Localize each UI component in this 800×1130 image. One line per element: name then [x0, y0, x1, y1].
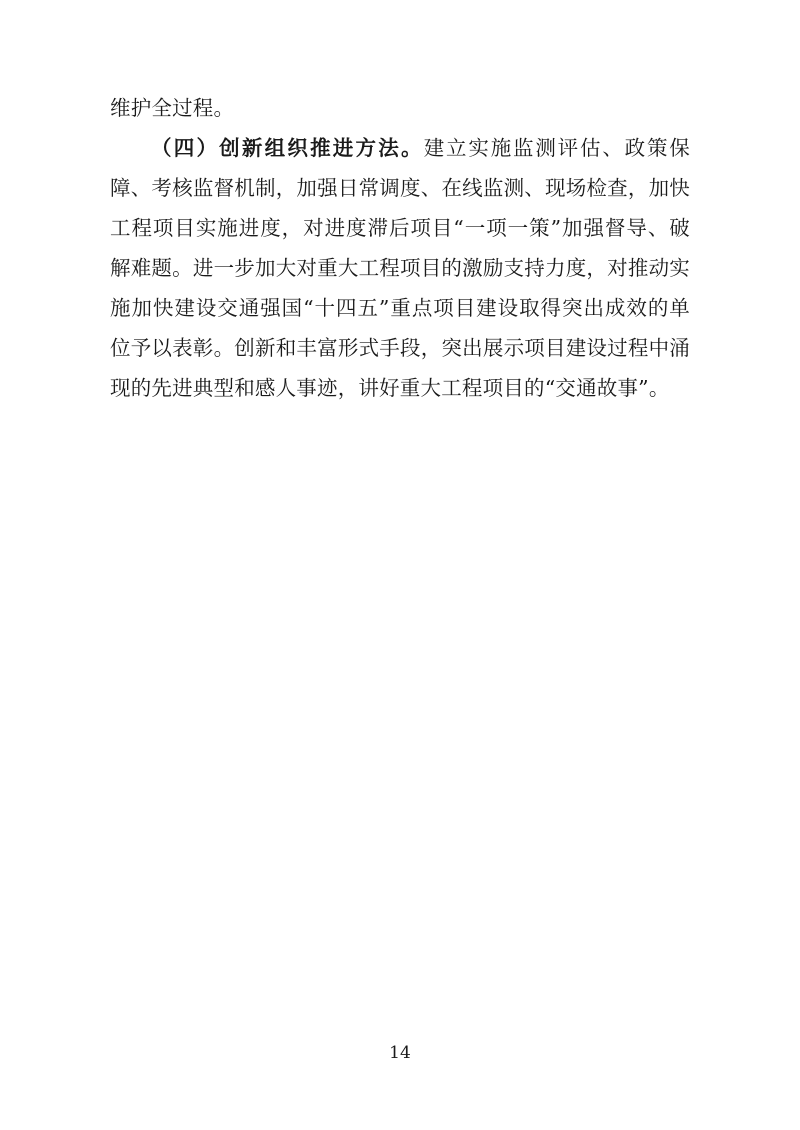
section-heading: （四）创新组织推进方法。	[151, 136, 424, 160]
paragraph-continuation	[110, 88, 690, 128]
page-content	[110, 88, 690, 408]
page-number: 14	[389, 1043, 411, 1063]
paragraph-text: 建立实施监测评估、政策保障、考核监督机制，加强日常调度、在线监测、现场检查，加快工程项目实施进度，对进度滞后项目“一项一策”加强督导、破解难题。进一步加大对重大工程项目的激励支持力度，对推动实施加快建设交通强国“十四五”重点项目建设取得突出成效的单位予以表彰。创新和丰富形式手段，突出展示项目建设过程中涌现的先进典型和感人事迹，讲好重大工程项目的“交通故事”。	[110, 136, 691, 400]
paragraph-section-four	[110, 128, 690, 408]
paragraph-text: 维护全过程。	[110, 96, 235, 120]
